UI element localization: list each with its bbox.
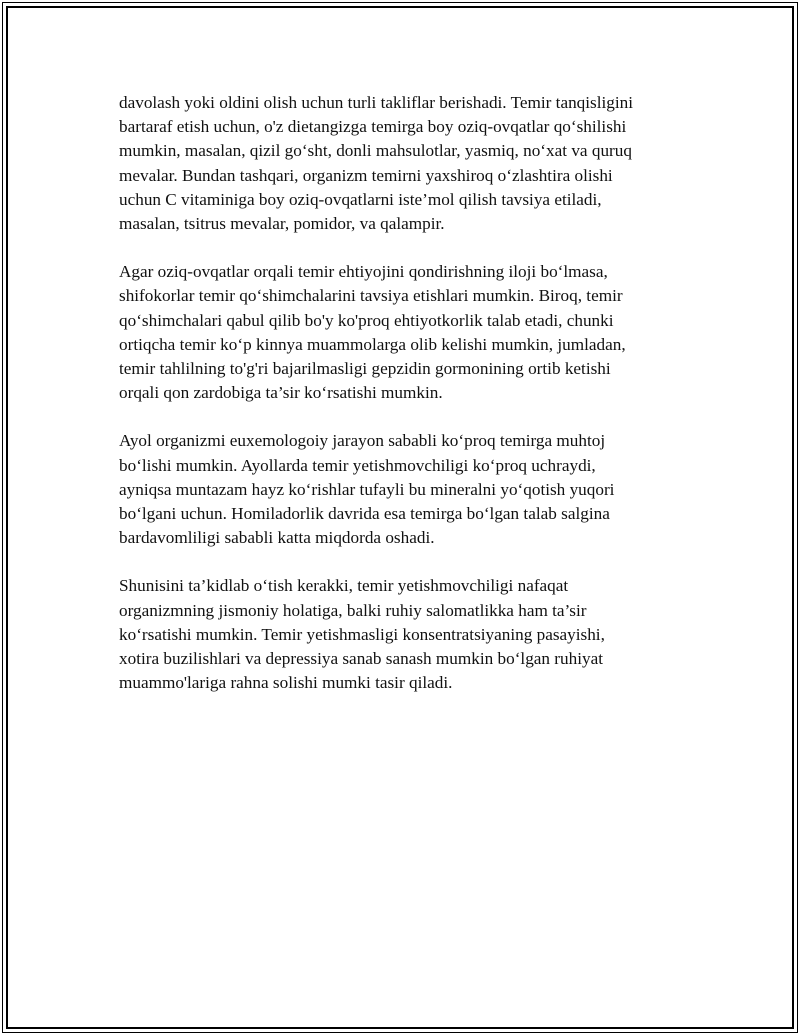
paragraph-line: shifokorlar temir qo‘shimchalarini tavsiya etishlari mumkin. Biroq, temir bbox=[119, 286, 623, 306]
paragraph-line: davolash yoki oldini olish uchun turli takliflar berishadi. Temir tanqisligini bbox=[119, 93, 634, 112]
paragraph-line: uchun C vitaminiga boy oziq-ovqatlarni iste’mol qilish tavsiya etiladi, bbox=[119, 189, 602, 209]
paragraph-line: qo‘shimchalari qabul qilib bo'y ko'proq ehtiyotkorlik talab etadi, chunki bbox=[119, 310, 614, 330]
paragraph-line: mumkin, masalan, qizil go‘sht, donli mahsulotlar, yasmiq, no‘xat va quruq bbox=[119, 141, 632, 161]
paragraph-line: organizmning jismoniy holatiga, balki ruhiy salomatlikka ham ta’sir bbox=[119, 600, 587, 620]
paragraph-line: temir tahlilning to'g'ri bajarilmasligi gepzidin gormonining ortib ketishi bbox=[119, 359, 611, 379]
paragraph-line: ko‘rsatishi mumkin. Temir yetishmasligi konsentratsiyaning pasayishi, bbox=[119, 624, 605, 644]
paragraph-line: bardavomliligi sababli katta miqdorda oshadi. bbox=[119, 528, 435, 548]
document-body bbox=[119, 91, 679, 719]
paragraph-line: Shunisini ta’kidlab o‘tish kerakki, temir yetishmovchiligi nafaqat bbox=[119, 576, 569, 596]
paragraph-line: ortiqcha temir ko‘p kinnya muammolarga olib kelishi mumkin, jumladan, bbox=[119, 334, 626, 354]
paragraph-line: muammo'lariga rahna solishi mumki tasir qiladi. bbox=[119, 673, 453, 693]
paragraph-1 bbox=[119, 91, 679, 236]
paragraph-line: bo‘lgani uchun. Homiladorlik davrida esa temirga bo‘lgan talab salgina bbox=[119, 504, 610, 524]
paragraph-line: ayniqsa muntazam hayz ko‘rishlar tufayli bu mineralni yo‘qotish yuqori bbox=[119, 479, 615, 499]
paragraph-4 bbox=[119, 574, 679, 695]
paragraph-line: masalan, tsitrus mevalar, pomidor, va qalampir. bbox=[119, 214, 445, 234]
paragraph-line: xotira buzilishlari va depressiya sanab sanash mumkin bo‘lgan ruhiyat bbox=[119, 649, 603, 669]
paragraph-line: bartaraf etish uchun, o'z dietangizga temirga boy oziq-ovqatlar qo‘shilishi bbox=[119, 117, 627, 137]
paragraph-line: orqali qon zardobiga ta’sir ko‘rsatishi mumkin. bbox=[119, 383, 443, 403]
paragraph-line: Ayol organizmi euxemologoiy jarayon sababli ko‘proq temirga muhtoj bbox=[119, 431, 606, 451]
paragraph-line: Agar oziq-ovqatlar orqali temir ehtiyojini qondirishning iloji bo‘lmasa, bbox=[119, 262, 608, 282]
paragraph-3 bbox=[119, 429, 679, 550]
paragraph-line: mevalar. Bundan tashqari, organizm temirni yaxshiroq o‘zlashtira olishi bbox=[119, 165, 613, 185]
paragraph-2 bbox=[119, 260, 679, 405]
paragraph-line: bo‘lishi mumkin. Ayollarda temir yetishmovchiligi ko‘proq uchraydi, bbox=[119, 455, 596, 475]
